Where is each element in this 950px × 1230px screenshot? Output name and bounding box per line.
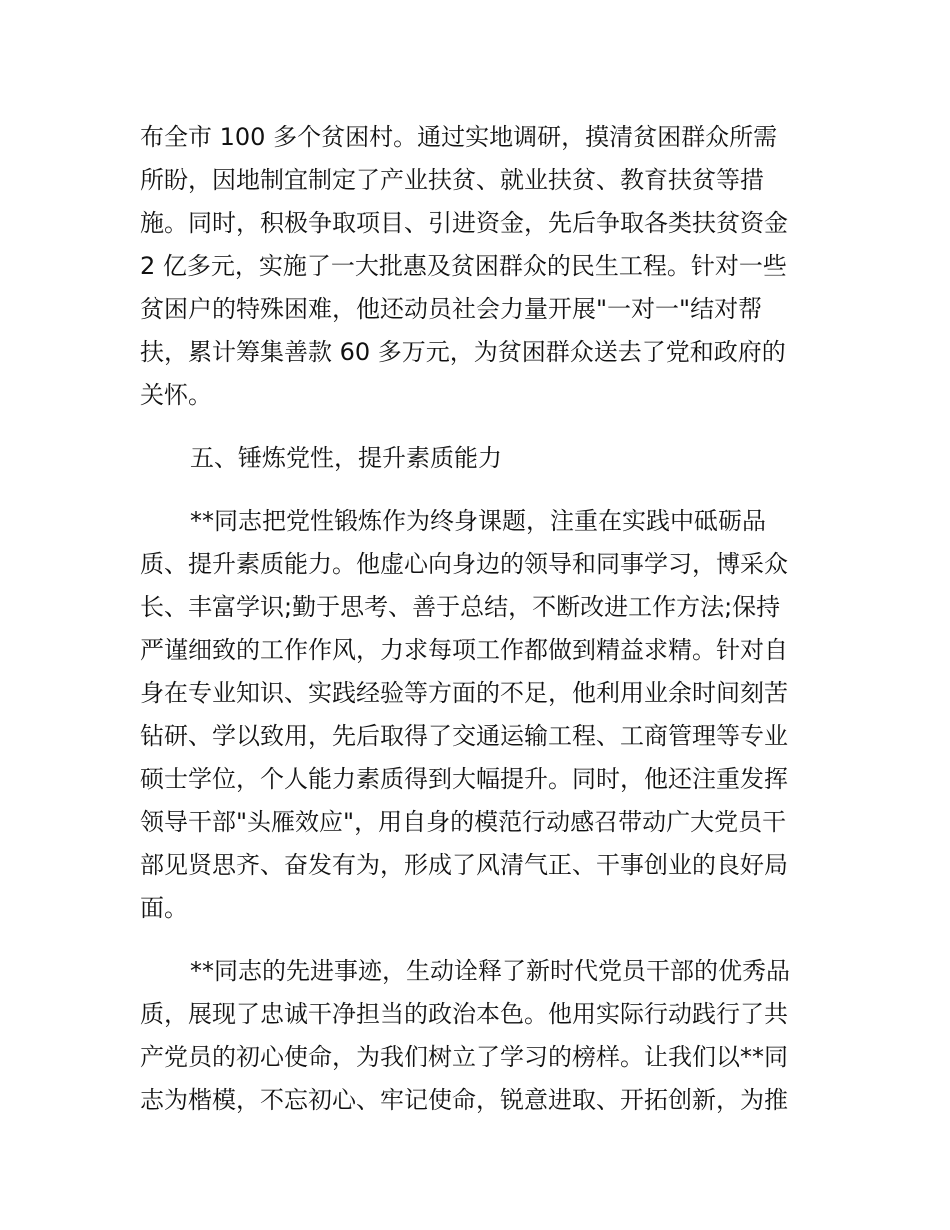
paragraph-spacer <box>140 930 820 950</box>
text-line: 布全市 100 多个贫困村。通过实地调研，摸清贫困群众所需 <box>140 123 778 151</box>
section-heading-5: 五、锤炼党性，提升素质能力 <box>190 444 502 472</box>
text-line: 严谨细致的工作作风，力求每项工作都做到精益求精。针对自 <box>140 636 788 664</box>
text-line: 长、丰富学识;勤于思考、善于总结，不断改进工作方法;保持 <box>140 593 781 621</box>
text-line: 质，展现了忠诚干净担当的政治本色。他用实际行动践行了共 <box>140 1000 788 1028</box>
text-line: 产党员的初心使命，为我们树立了学习的榜样。让我们以**同 <box>140 1043 788 1071</box>
paragraph-spacer <box>140 417 820 437</box>
paragraph-conclusion <box>140 950 820 1122</box>
text-line: 钻研、学以致用，先后取得了交通运输工程、工商管理等专业 <box>140 722 788 750</box>
text-line: 质、提升素质能力。他虚心向身边的领导和同事学习，博采众 <box>140 550 788 578</box>
text-line: 面。 <box>140 894 188 922</box>
document-body <box>140 116 820 1122</box>
text-line: 贫困户的特殊困难，他还动员社会力量开展"一对一"结对帮 <box>140 295 763 323</box>
text-line: **同志的先进事迹，生动诠释了新时代党员干部的优秀品 <box>190 957 790 985</box>
text-line: 硕士学位，个人能力素质得到大幅提升。同时，他还注重发挥 <box>140 765 788 793</box>
text-line: 所盼，因地制宜制定了产业扶贫、就业扶贫、教育扶贫等措 <box>140 166 764 194</box>
text-line: 2 亿多元，实施了一大批惠及贫困群众的民生工程。针对一些 <box>140 252 787 280</box>
text-line: **同志把党性锻炼作为终身课题，注重在实践中砥砺品 <box>190 507 766 535</box>
text-line: 志为楷模，不忘初心、牢记使命，锐意进取、开拓创新，为推 <box>140 1086 788 1114</box>
text-line: 部见贤思齐、奋发有为，形成了风清气正、干事创业的良好局 <box>140 851 788 879</box>
paragraph-poverty-relief <box>140 116 820 417</box>
text-line: 扶，累计筹集善款 60 多万元，为贫困群众送去了党和政府的 <box>140 338 786 366</box>
text-line: 施。同时，积极争取项目、引进资金，先后争取各类扶贫资金 <box>140 209 788 237</box>
paragraph-spacer <box>140 480 820 500</box>
text-line: 身在专业知识、实践经验等方面的不足，他利用业余时间刻苦 <box>140 679 788 707</box>
text-line: 关怀。 <box>140 381 212 409</box>
text-line: 领导干部"头雁效应"，用自身的模范行动感召带动广大党员干 <box>140 808 787 836</box>
paragraph-party-spirit <box>140 500 820 930</box>
